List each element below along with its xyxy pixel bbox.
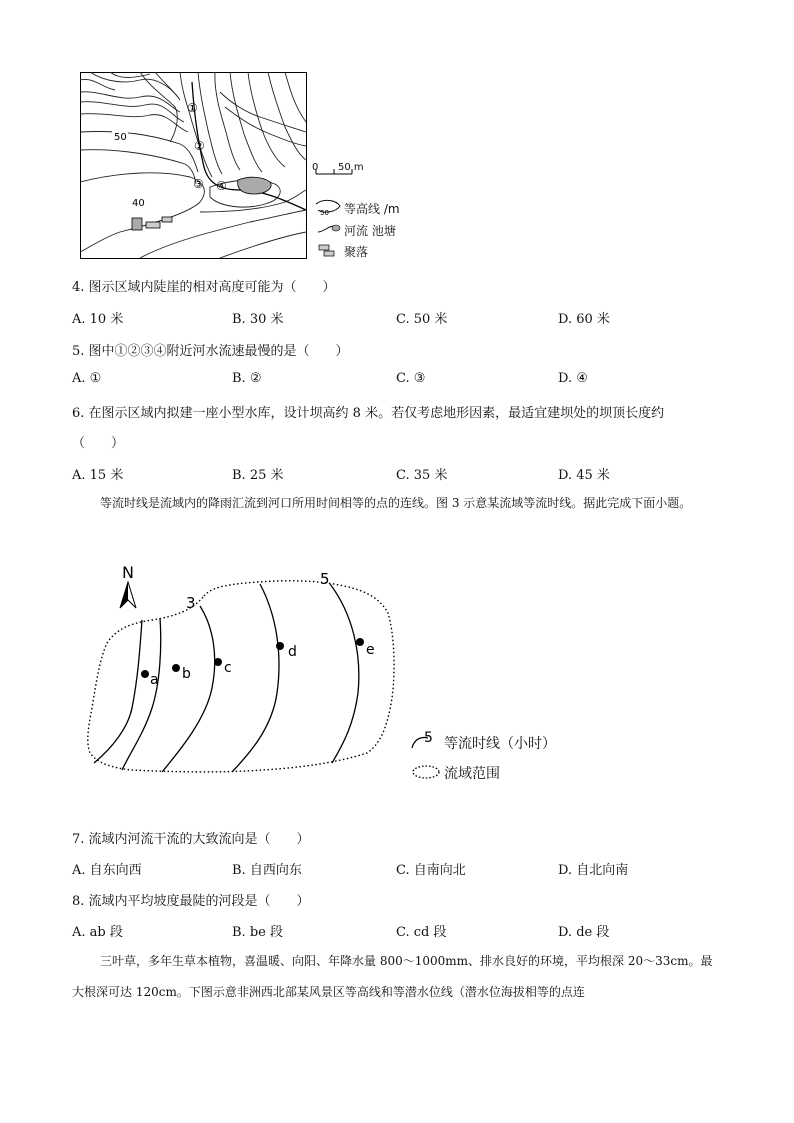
legend-basin-icon <box>410 762 444 782</box>
settlement-1 <box>132 218 142 230</box>
passage-clover: 三叶草，多年生草本植物，喜温暖、向阳、年降水量 800～1000mm、排水良好的环境，平均根深 20～33cm。最大根深可达 120cm。下图示意非洲西北部某风景区等高线和等潜水位线（潜水位海拔相等的点连 <box>72 954 713 999</box>
q8-option-c: C. cd 段 <box>396 925 447 940</box>
legend-isoline-label: 等流时线（小时） <box>444 736 556 752</box>
q5-option-d: D. ④ <box>558 371 588 386</box>
basin-map <box>82 558 422 788</box>
q8-option-d: D. de 段 <box>558 925 610 940</box>
point-a-label: a <box>150 672 159 688</box>
q6-option-b: B. 25 米 <box>232 468 284 483</box>
legend-contour-icon <box>314 198 342 218</box>
basin-boundary <box>88 581 394 772</box>
legend-isoline-icon <box>408 728 444 752</box>
q6-option-a: A. 15 米 <box>72 468 124 483</box>
q6-option-d: D. 45 米 <box>558 468 610 483</box>
point-d-label: d <box>288 644 297 660</box>
marker-3: ③ <box>193 177 204 191</box>
point-b <box>172 664 180 672</box>
point-c-label: c <box>224 660 232 676</box>
marker-1: ① <box>187 101 198 115</box>
legend-settlement-icon <box>316 242 342 258</box>
isoline-label-5: 5 <box>320 570 330 588</box>
q5-option-c: C. ③ <box>396 371 426 386</box>
point-a <box>141 670 149 678</box>
scale-value: 50 m <box>338 162 364 173</box>
settlement-3 <box>162 217 172 222</box>
q7-option-a: A. 自东向西 <box>72 863 142 878</box>
legend-settlement-label: 聚落 <box>344 245 369 259</box>
q7-option-c: C. 自南向北 <box>396 863 466 878</box>
marker-4: ④ <box>216 179 227 193</box>
legend-contour-label: 等高线 /m <box>344 202 400 216</box>
point-c <box>214 658 222 666</box>
contour-map <box>80 72 308 260</box>
q4-option-a: A. 10 米 <box>72 312 124 327</box>
point-e-label: e <box>366 642 375 658</box>
question-7-stem: 7. 流域内河流干流的大致流向是（ ） <box>72 832 310 847</box>
scale-zero: 0 <box>312 162 319 173</box>
legend-basin-label: 流域范围 <box>444 766 500 782</box>
q7-option-d: D. 自北向南 <box>558 863 629 878</box>
q5-option-b: B. ② <box>232 371 262 386</box>
contour-label-40: 40 <box>132 198 145 209</box>
q4-option-c: C. 50 米 <box>396 312 448 327</box>
q4-option-d: D. 60 米 <box>558 312 610 327</box>
pond-shape <box>238 177 271 194</box>
point-b-label: b <box>182 666 191 682</box>
point-e <box>356 638 364 646</box>
settlement-2 <box>146 222 160 228</box>
marker-2: ② <box>194 139 205 153</box>
question-6-stem: 6. 在图示区域内拟建一座小型水库，设计坝高约 8 米。若仅考虑地形因素，最适宜建坝处的坝顶长度约 <box>72 406 665 421</box>
isoline-label-3: 3 <box>186 594 196 612</box>
north-label: N <box>122 563 134 582</box>
passage-isochrone: 等流时线是流域内的降雨汇流到河口所用时间相等的点的连线。图 3 示意某流域等流时线。据此完成下面小题。 <box>100 496 692 510</box>
q8-option-b: B. be 段 <box>232 925 283 940</box>
svg-text:50: 50 <box>320 209 329 217</box>
contour-label-50: 50 <box>114 132 127 143</box>
question-5-stem: 5. 图中①②③④附近河水流速最慢的是（ ） <box>72 344 349 359</box>
legend-river-icon <box>316 222 342 236</box>
q5-option-a: A. ① <box>72 371 102 386</box>
point-d <box>276 642 284 650</box>
q4-option-b: B. 30 米 <box>232 312 284 327</box>
question-4-stem: 4. 图示区域内陡崖的相对高度可能为（ ） <box>72 280 336 295</box>
question-8-stem: 8. 流域内平均坡度最陡的河段是（ ） <box>72 894 310 909</box>
question-6-stem-cont: （ ） <box>72 436 125 451</box>
q6-option-c: C. 35 米 <box>396 468 448 483</box>
q8-option-a: A. ab 段 <box>72 925 123 940</box>
svg-text:5: 5 <box>424 730 433 746</box>
legend-river-label: 河流 池塘 <box>344 224 396 238</box>
q7-option-b: B. 自西向东 <box>232 863 302 878</box>
